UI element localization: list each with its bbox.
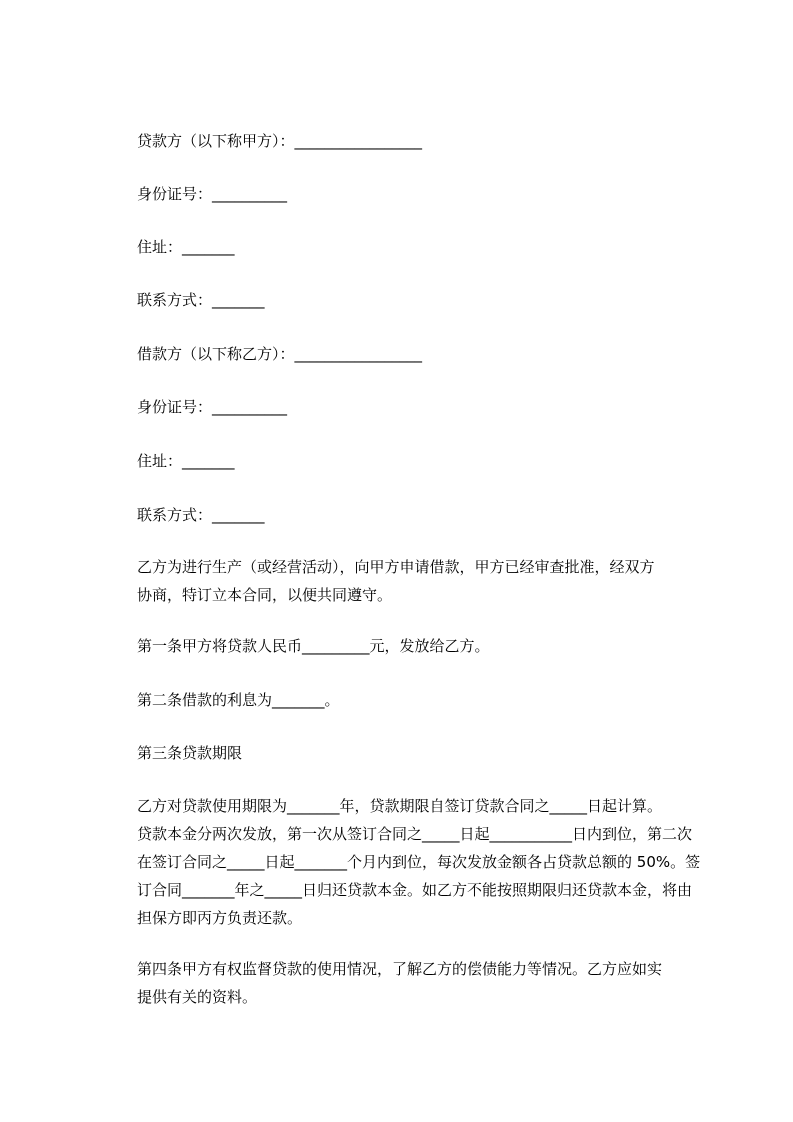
borrower-address-line: 住址：_______ xyxy=(137,452,235,470)
article-3-title: 第三条贷款期限 xyxy=(137,744,243,762)
preamble-line-1: 乙方为进行生产（或经营活动），向甲方申请借款，甲方已经审查批准，经双方 xyxy=(137,558,655,576)
borrower-id-line: 身份证号：__________ xyxy=(137,398,288,416)
article-4-line-1: 第四条甲方有权监督贷款的使用情况，了解乙方的偿债能力等情况。乙方应如实 xyxy=(137,960,663,978)
lender-name-line: 贷款方（以下称甲方）：_________________ xyxy=(137,132,423,150)
borrower-contact-line: 联系方式：_______ xyxy=(137,506,265,524)
preamble-line-2: 协商，特订立本合同，以便共同遵守。 xyxy=(137,586,393,604)
article-3-line-2: 贷款本金分两次发放，第一次从签订合同之_____日起___________日内到位，第二次 xyxy=(137,825,693,843)
article-1: 第一条甲方将贷款人民币_________元，发放给乙方。 xyxy=(137,637,490,655)
lender-address-line: 住址：_______ xyxy=(137,238,235,256)
article-4-paragraph xyxy=(137,955,707,1011)
article-3-paragraph xyxy=(137,792,707,932)
borrower-name-line: 借款方（以下称乙方）：_________________ xyxy=(137,345,423,363)
article-4-line-2: 提供有关的资料。 xyxy=(137,988,258,1006)
preamble-paragraph xyxy=(137,553,707,609)
article-3-line-3: 在签订合同之_____日起_______个月内到位，每次发放金额各占贷款总额的 50%。签 xyxy=(137,853,701,871)
lender-contact-line: 联系方式：_______ xyxy=(137,291,265,309)
lender-id-line: 身份证号：__________ xyxy=(137,185,288,203)
article-2: 第二条借款的利息为_______。 xyxy=(137,691,340,709)
article-3-line-5: 担保方即丙方负责还款。 xyxy=(137,909,303,927)
article-3-line-1: 乙方对贷款使用期限为_______年，贷款期限自签订贷款合同之_____日起计算。 xyxy=(137,797,663,815)
article-3-line-4: 订合同_______年之_____日归还贷款本金。如乙方不能按照期限归还贷款本金，将由 xyxy=(137,881,693,899)
